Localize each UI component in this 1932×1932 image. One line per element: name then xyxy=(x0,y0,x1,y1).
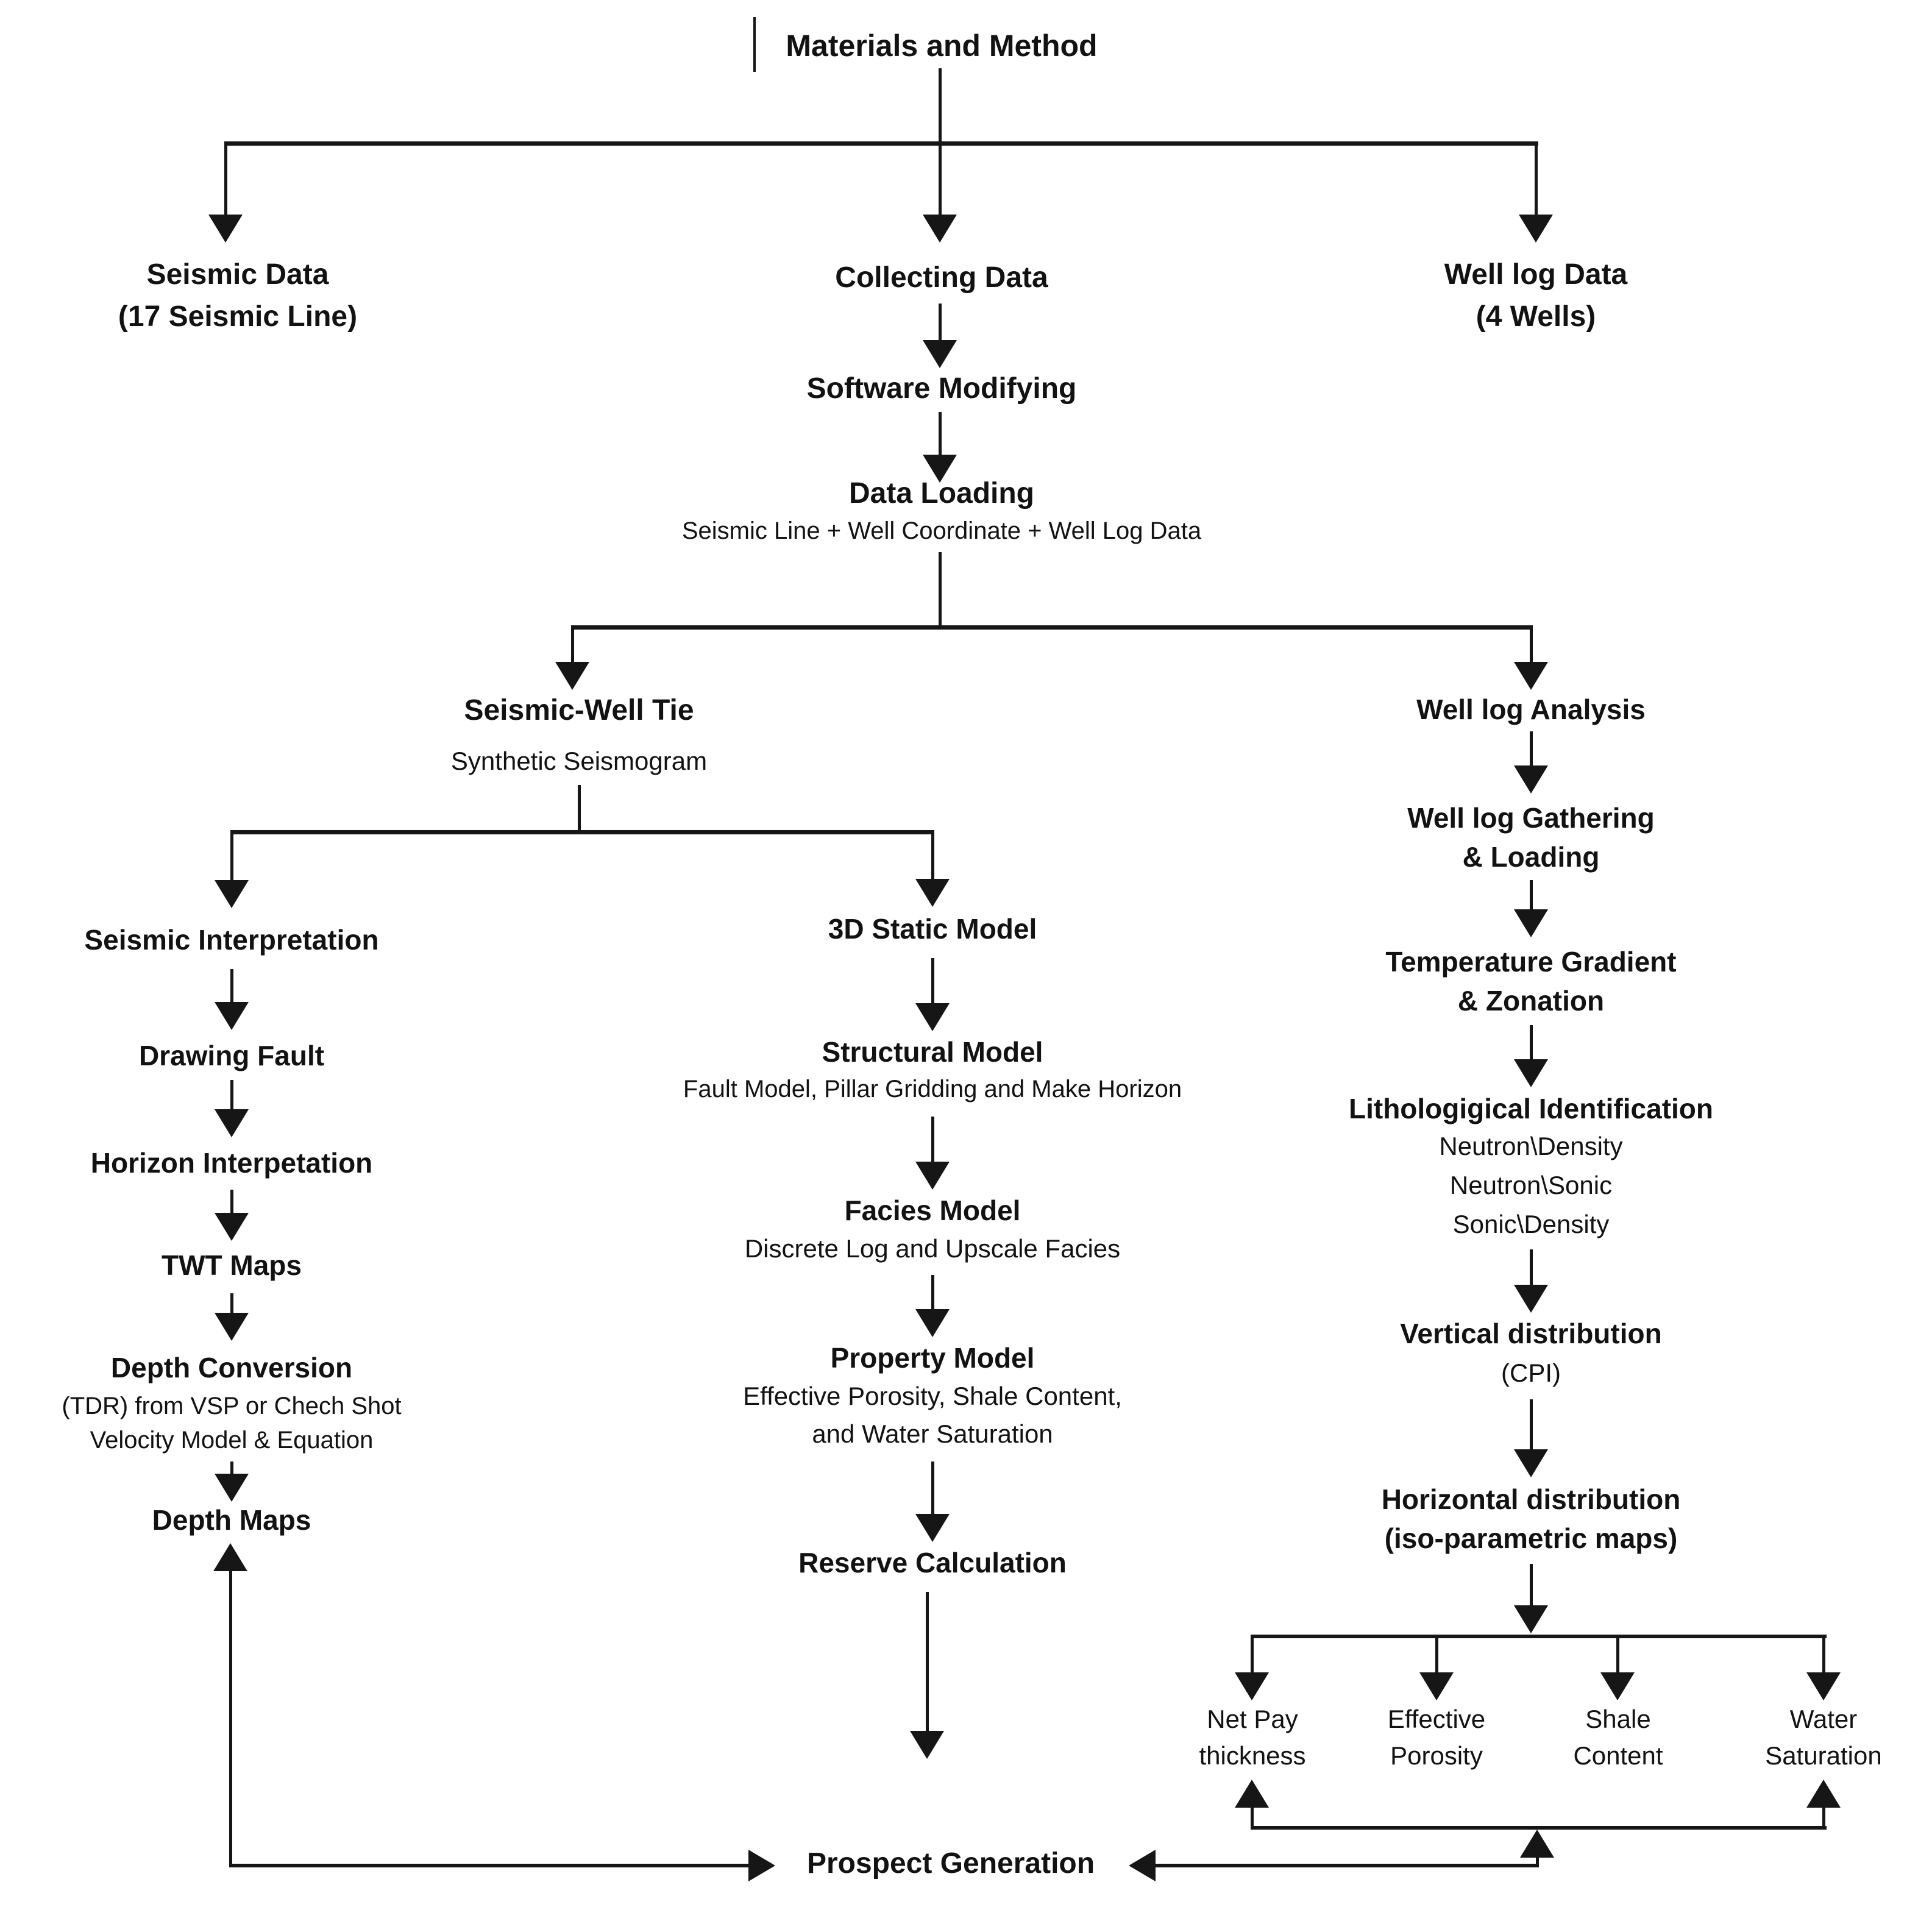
connector-vd-hd xyxy=(1530,1399,1533,1451)
connector-branch3-left-shaft xyxy=(230,830,233,881)
arrowhead-down-icon xyxy=(215,880,249,908)
node-collecting-data: Collecting Data xyxy=(835,261,1048,294)
node-lith-sub3: Sonic\Density xyxy=(1452,1210,1610,1238)
connector-pm-rc xyxy=(931,1461,934,1515)
node-data-loading-sublabel: Seismic Line + Well Coordinate + Well Log Data xyxy=(681,517,1202,544)
arrowhead-down-icon xyxy=(1514,662,1548,690)
node-water-saturation-line2: Saturation xyxy=(1765,1741,1882,1770)
node-horizontal-distribution-sublabel: (iso-parametric maps) xyxy=(1384,1522,1678,1554)
arrowhead-down-icon xyxy=(1600,1672,1635,1700)
connector-branch1-left-shaft xyxy=(224,141,227,215)
node-facies-model-sublabel: Discrete Log and Upscale Facies xyxy=(744,1234,1121,1263)
node-lithologigical-identification: Lithologigical Identification xyxy=(1349,1093,1713,1124)
arrowhead-down-icon xyxy=(915,879,950,907)
node-property-model-sub2: and Water Saturation xyxy=(812,1419,1053,1448)
arrowhead-down-icon xyxy=(923,215,957,243)
connector-branch2-right-shaft xyxy=(1530,625,1533,663)
node-well-log-data: Well log Data xyxy=(1444,258,1628,291)
node-vertical-distribution: Vertical distribution xyxy=(1400,1318,1662,1349)
node-depth-maps: Depth Maps xyxy=(152,1504,311,1536)
connector-swt-stem xyxy=(578,785,581,834)
connector-software-dataloading xyxy=(939,412,942,456)
connector-params-bracket-top xyxy=(1251,1635,1827,1638)
node-software-modifying: Software Modifying xyxy=(806,372,1077,405)
node-horizontal-distribution: Horizontal distribution xyxy=(1381,1483,1681,1515)
node-materials-and-method: Materials and Method xyxy=(786,29,1098,63)
connector-collecting-software xyxy=(939,304,942,341)
connector-hi-twt xyxy=(230,1190,233,1214)
node-vertical-distribution-sublabel: (CPI) xyxy=(1501,1358,1561,1387)
connector-title-stem xyxy=(939,68,942,145)
node-well-log-analysis: Well log Analysis xyxy=(1416,694,1646,725)
connector-branch2-left-shaft xyxy=(571,625,574,663)
arrowhead-up-icon xyxy=(1235,1780,1269,1808)
arrowhead-up-icon xyxy=(1520,1830,1554,1858)
arrowhead-up-icon xyxy=(1806,1780,1841,1808)
connector-df-hi xyxy=(230,1080,233,1110)
connector-branch1-horizontal xyxy=(224,141,1538,146)
node-lith-sub1: Neutron\Density xyxy=(1439,1132,1623,1160)
node-net-pay-line1: Net Pay xyxy=(1207,1705,1298,1733)
arrowhead-down-icon xyxy=(1514,765,1548,794)
connector-depthmaps-vertical xyxy=(229,1569,232,1865)
node-depth-conversion-sub1: (TDR) from VSP or Chech Shot xyxy=(62,1393,402,1419)
connector-bracket-bottom-left-shaft xyxy=(1251,1805,1254,1826)
node-shale-content-line2: Content xyxy=(1573,1741,1663,1770)
connector-branch1-mid-shaft xyxy=(939,145,942,215)
node-lith-sub2: Neutron\Sonic xyxy=(1449,1171,1613,1199)
arrowhead-down-icon xyxy=(1514,1449,1548,1477)
connector-branch1-right-shaft xyxy=(1535,141,1538,215)
arrowhead-down-icon xyxy=(555,662,589,690)
connector-rc-prospect xyxy=(926,1592,929,1732)
node-well-log-gathering-line2: & Loading xyxy=(1462,841,1600,873)
node-facies-model: Facies Model xyxy=(844,1195,1021,1226)
node-property-model: Property Model xyxy=(830,1342,1035,1374)
node-seismic-well-tie: Seismic-Well Tie xyxy=(464,694,694,726)
arrowhead-down-icon xyxy=(1514,909,1548,937)
connector-params-to-prospect xyxy=(1156,1864,1539,1867)
arrowhead-down-icon xyxy=(215,1109,249,1137)
arrowhead-down-icon xyxy=(1514,1285,1548,1313)
node-data-loading: Data Loading xyxy=(848,477,1035,510)
connector-dataloading-stem xyxy=(939,552,942,628)
node-seismic-data-sublabel: (17 Seismic Line) xyxy=(118,300,358,333)
connector-depthmaps-to-prospect xyxy=(229,1864,750,1867)
node-seismic-well-tie-sublabel: Synthetic Seismogram xyxy=(450,747,708,775)
arrowhead-down-icon xyxy=(215,1213,249,1241)
node-reserve-calculation: Reserve Calculation xyxy=(798,1547,1067,1579)
arrowhead-down-icon xyxy=(923,340,957,368)
text-cursor-caret xyxy=(753,17,756,72)
arrowhead-down-icon xyxy=(915,1162,950,1190)
connector-fm-pm xyxy=(931,1275,934,1310)
node-structural-model: Structural Model xyxy=(822,1036,1043,1068)
connector-wla-wlg xyxy=(1530,731,1533,767)
node-temperature-gradient-line1: Temperature Gradient xyxy=(1385,946,1677,978)
arrowhead-down-icon xyxy=(215,1313,249,1341)
node-net-pay-line2: thickness xyxy=(1199,1741,1306,1770)
arrowhead-down-icon xyxy=(208,215,243,243)
node-depth-conversion-sub2: Velocity Model & Equation xyxy=(90,1427,374,1454)
node-structural-model-sublabel: Fault Model, Pillar Gridding and Make Horizon xyxy=(683,1076,1182,1103)
arrowhead-down-icon xyxy=(1514,1605,1548,1633)
arrowhead-down-icon xyxy=(915,1309,950,1337)
node-3d-static-model: 3D Static Model xyxy=(828,913,1037,945)
arrowhead-down-icon xyxy=(915,1003,950,1031)
arrowhead-down-icon xyxy=(215,1474,249,1502)
connector-branch3-right-shaft xyxy=(931,830,934,880)
connector-params-stem-1 xyxy=(1251,1635,1254,1674)
connector-bracket-bottom-right-shaft xyxy=(1822,1805,1825,1826)
connector-si-df xyxy=(230,969,233,1003)
node-well-log-gathering-line1: Well log Gathering xyxy=(1407,802,1655,834)
connector-hd-bracket xyxy=(1530,1564,1533,1607)
node-effective-porosity-line1: Effective xyxy=(1387,1705,1486,1733)
arrowhead-left-icon xyxy=(1129,1850,1156,1881)
node-effective-porosity-line2: Porosity xyxy=(1390,1741,1483,1770)
node-well-log-data-sublabel: (4 Wells) xyxy=(1476,300,1596,333)
connector-params-stem-3 xyxy=(1616,1635,1619,1674)
arrowhead-down-icon xyxy=(1519,215,1553,243)
connector-dc-dm xyxy=(230,1461,233,1475)
node-depth-conversion: Depth Conversion xyxy=(110,1352,353,1383)
connector-branch2-horizontal xyxy=(571,625,1533,630)
node-twt-maps: TWT Maps xyxy=(162,1249,302,1281)
connector-wlg-tg xyxy=(1530,880,1533,911)
node-drawing-fault: Drawing Fault xyxy=(138,1040,325,1071)
connector-params-stem-2 xyxy=(1435,1635,1438,1674)
node-seismic-interpretation: Seismic Interpretation xyxy=(84,924,379,956)
node-seismic-data: Seismic Data xyxy=(146,258,329,291)
connector-lith-vd xyxy=(1530,1249,1533,1286)
arrowhead-down-icon xyxy=(1419,1672,1454,1700)
node-prospect-generation: Prospect Generation xyxy=(806,1847,1095,1880)
arrowhead-up-icon xyxy=(213,1543,247,1571)
arrowhead-down-icon xyxy=(1235,1672,1269,1700)
node-temperature-gradient-line2: & Zonation xyxy=(1457,985,1605,1017)
connector-sm-fm xyxy=(931,1117,934,1163)
connector-branch3-horizontal xyxy=(230,830,934,834)
arrowhead-down-icon xyxy=(910,1731,944,1759)
node-shale-content-line1: Shale xyxy=(1585,1705,1651,1733)
connector-params-stem-4 xyxy=(1822,1635,1825,1674)
node-water-saturation-line1: Water xyxy=(1789,1705,1858,1733)
node-property-model-sub1: Effective Porosity, Shale Content, xyxy=(743,1382,1122,1410)
node-horizon-interpetation: Horizon Interpetation xyxy=(90,1147,373,1179)
connector-3dsm-sm xyxy=(931,958,934,1004)
arrowhead-down-icon xyxy=(1514,1059,1548,1087)
arrowhead-down-icon xyxy=(215,1002,249,1030)
arrowhead-right-icon xyxy=(748,1850,775,1881)
connector-twt-dc xyxy=(230,1293,233,1314)
arrowhead-down-icon xyxy=(915,1514,950,1542)
connector-tg-lith xyxy=(1530,1025,1533,1060)
arrowhead-down-icon xyxy=(1806,1672,1841,1700)
